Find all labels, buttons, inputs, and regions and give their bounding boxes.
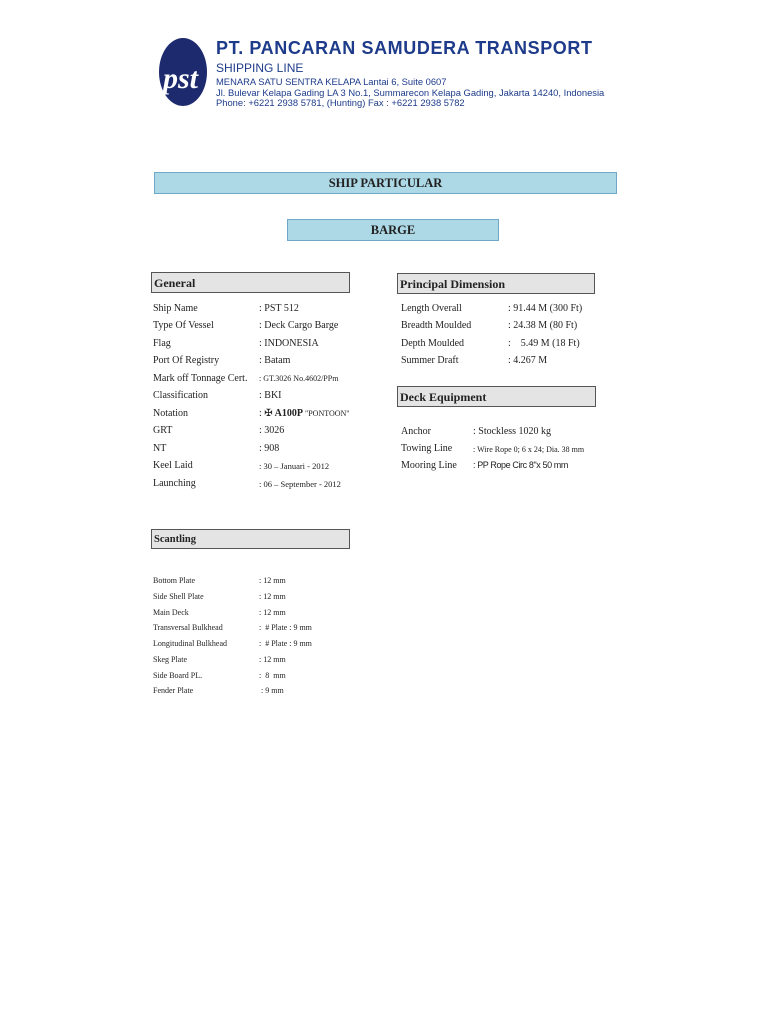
general-label: Type Of Vessel: [153, 320, 214, 331]
scantling-label: Skeg Plate: [153, 655, 187, 664]
deck-value: : Stockless 1020 kg: [473, 426, 552, 437]
scantling-value: : # Plate : 9 mm: [259, 639, 312, 648]
general-label: Notation: [153, 408, 188, 419]
scantling-value: : 12 mm: [259, 655, 286, 664]
principal-label: Breadth Moulded: [401, 320, 472, 331]
scantling-value: : 12 mm: [259, 592, 286, 601]
company-name: PT. PANCARAN SAMUDERA TRANSPORT: [216, 38, 593, 58]
notation-prefix: :: [259, 408, 265, 419]
general-label: NT: [153, 443, 167, 454]
company-subtitle: SHIPPING LINE: [216, 61, 304, 75]
scantling-label: Longitudinal Bulkhead: [153, 639, 227, 648]
notation-value: [259, 408, 350, 419]
notation-class: A100P: [272, 408, 303, 419]
deck-label: Anchor: [401, 426, 431, 437]
scantling-label: Side Shell Plate: [153, 592, 204, 601]
general-value: : INDONESIA: [259, 338, 319, 349]
principal-value: : 24.38 M (80 Ft): [508, 320, 578, 331]
scantling-label: Bottom Plate: [153, 576, 195, 585]
scantling-value: : # Plate : 9 mm: [259, 623, 312, 632]
general-value: : GT.3026 No.4602/PPm: [259, 374, 339, 383]
general-label: Mark off Tonnage Cert.: [153, 373, 248, 384]
principal-value: : 91.44 M (300 Ft): [508, 303, 583, 314]
principal-label: Length Overall: [401, 303, 462, 314]
general-value: : 3026: [259, 425, 285, 436]
general-label: Launching: [153, 478, 196, 489]
principal-label: Depth Moulded: [401, 338, 465, 349]
page-subtitle: BARGE: [370, 223, 416, 237]
scantling-value: : 12 mm: [259, 608, 286, 617]
deck-label: Mooring Line: [401, 460, 457, 471]
principal-value: : 5.49 M (18 Ft): [508, 338, 580, 349]
general-label: Flag: [153, 338, 171, 349]
page-title: SHIP PARTICULAR: [328, 176, 443, 190]
deck-equipment-heading: Deck Equipment: [397, 386, 596, 407]
general-label: Keel Laid: [153, 460, 193, 471]
notation-type: "PONTOON": [302, 409, 350, 418]
scantling-value: : 9 mm: [259, 686, 284, 695]
scantling-value: : 12 mm: [259, 576, 286, 585]
principal-label: Summer Draft: [401, 355, 459, 366]
deck-value: : PP Rope Circ 8"x 50 mm: [473, 460, 568, 470]
general-value: : 908: [259, 443, 280, 454]
general-value: : 06 – September - 2012: [259, 479, 341, 489]
address-line-2: Jl. Bulevar Kelapa Gading LA 3 No.1, Summarecon Kelapa Gading, Jakarta 14240, Indonesia: [216, 87, 605, 98]
subtitle-banner: [287, 219, 499, 241]
company-logo: [157, 36, 209, 108]
title-banner: [154, 172, 617, 194]
general-label: Classification: [153, 390, 208, 401]
general-value: : PST 512: [259, 303, 299, 314]
scantling-label: Fender Plate: [153, 686, 194, 695]
scantling-label: Side Board PL.: [153, 671, 203, 680]
maltese-cross-icon: ✠: [264, 408, 273, 419]
general-label: GRT: [153, 425, 173, 436]
general-value: : BKI: [259, 390, 282, 401]
scantling-value: : 8 mm: [259, 671, 286, 680]
address-line-1: MENARA SATU SENTRA KELAPA Lantai 6, Suite 0607: [216, 76, 447, 87]
logo-text: pst: [163, 62, 199, 95]
general-heading: General: [151, 272, 350, 293]
scantling-label: Transversal Bulkhead: [153, 623, 223, 632]
general-value: : 30 – Januari - 2012: [259, 461, 330, 471]
deck-value: : Wire Rope 0; 6 x 24; Dia. 38 mm: [473, 445, 585, 454]
phone-line: Phone: +6221 2938 5781, (Hunting) Fax : +6221 2938 5782: [216, 97, 465, 108]
general-label: Ship Name: [153, 303, 198, 314]
scantling-label: Main Deck: [153, 608, 189, 617]
general-value: : Deck Cargo Barge: [259, 320, 339, 331]
general-label: Port Of Registry: [153, 355, 220, 366]
general-value: : Batam: [259, 355, 291, 366]
principal-value: : 4.267 M: [508, 355, 548, 366]
deck-label: Towing Line: [401, 443, 453, 454]
scantling-heading: Scantling: [151, 529, 350, 549]
principal-dimension-heading: Principal Dimension: [397, 273, 595, 294]
